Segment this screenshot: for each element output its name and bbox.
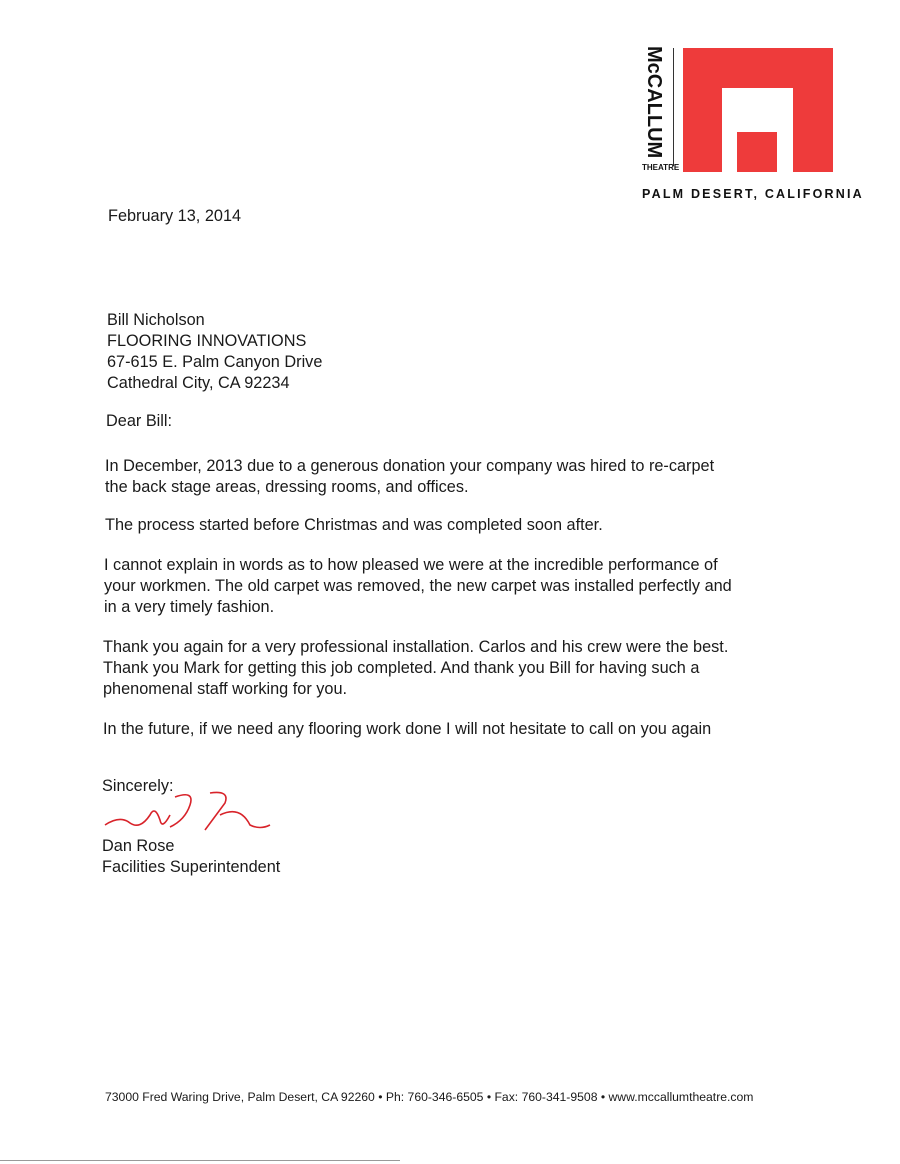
- letter-date: February 13, 2014: [108, 207, 242, 225]
- paragraph-line: in a very timely fashion.: [104, 598, 275, 616]
- paragraph-line: Thank you Mark for getting this job completed. And thank you Bill for having such a: [103, 659, 700, 677]
- paragraph-line: your workmen. The old carpet was removed, the new carpet was installed perfectly and: [104, 577, 732, 595]
- paragraph-line: The process started before Christmas and was completed soon after.: [105, 516, 603, 534]
- signer-name: Dan Rose: [102, 837, 175, 855]
- logo-divider: [673, 48, 674, 166]
- paragraph-line: In the future, if we need any flooring work done I will not hesitate to call on you again: [103, 720, 712, 738]
- paragraph-line: the back stage areas, dressing rooms, and offices.: [105, 478, 469, 496]
- paragraph-line: Thank you again for a very professional installation. Carlos and his crew were the best.: [103, 638, 729, 656]
- paragraph-line: I cannot explain in words as to how pleased we were at the incredible performance of: [104, 556, 718, 574]
- recipient-name: Bill Nicholson: [107, 311, 205, 329]
- logo-location: PALM DESERT, CALIFORNIA: [642, 187, 864, 201]
- recipient-street: 67-615 E. Palm Canyon Drive: [107, 353, 323, 371]
- salutation: Dear Bill:: [106, 412, 173, 430]
- logo-subtitle: THEATRE: [642, 163, 680, 172]
- divider: [0, 1160, 400, 1161]
- paragraph-line: phenomenal staff working for you.: [103, 680, 348, 698]
- closing: Sincerely:: [102, 777, 174, 795]
- signer-title: Facilities Superintendent: [102, 858, 281, 876]
- logo-name: McCALLUM: [643, 46, 665, 159]
- recipient-city: Cathedral City, CA 92234: [107, 374, 290, 392]
- signature: [100, 785, 280, 845]
- paragraph-line: In December, 2013 due to a generous donation your company was hired to re-carpet: [105, 457, 715, 475]
- recipient-company: FLOORING INNOVATIONS: [107, 332, 307, 350]
- footer-contact: 73000 Fred Waring Drive, Palm Desert, CA 92260 • Ph: 760-346-6505 • Fax: 760-341-9508 • www.mccallumtheatre.com: [105, 1090, 754, 1104]
